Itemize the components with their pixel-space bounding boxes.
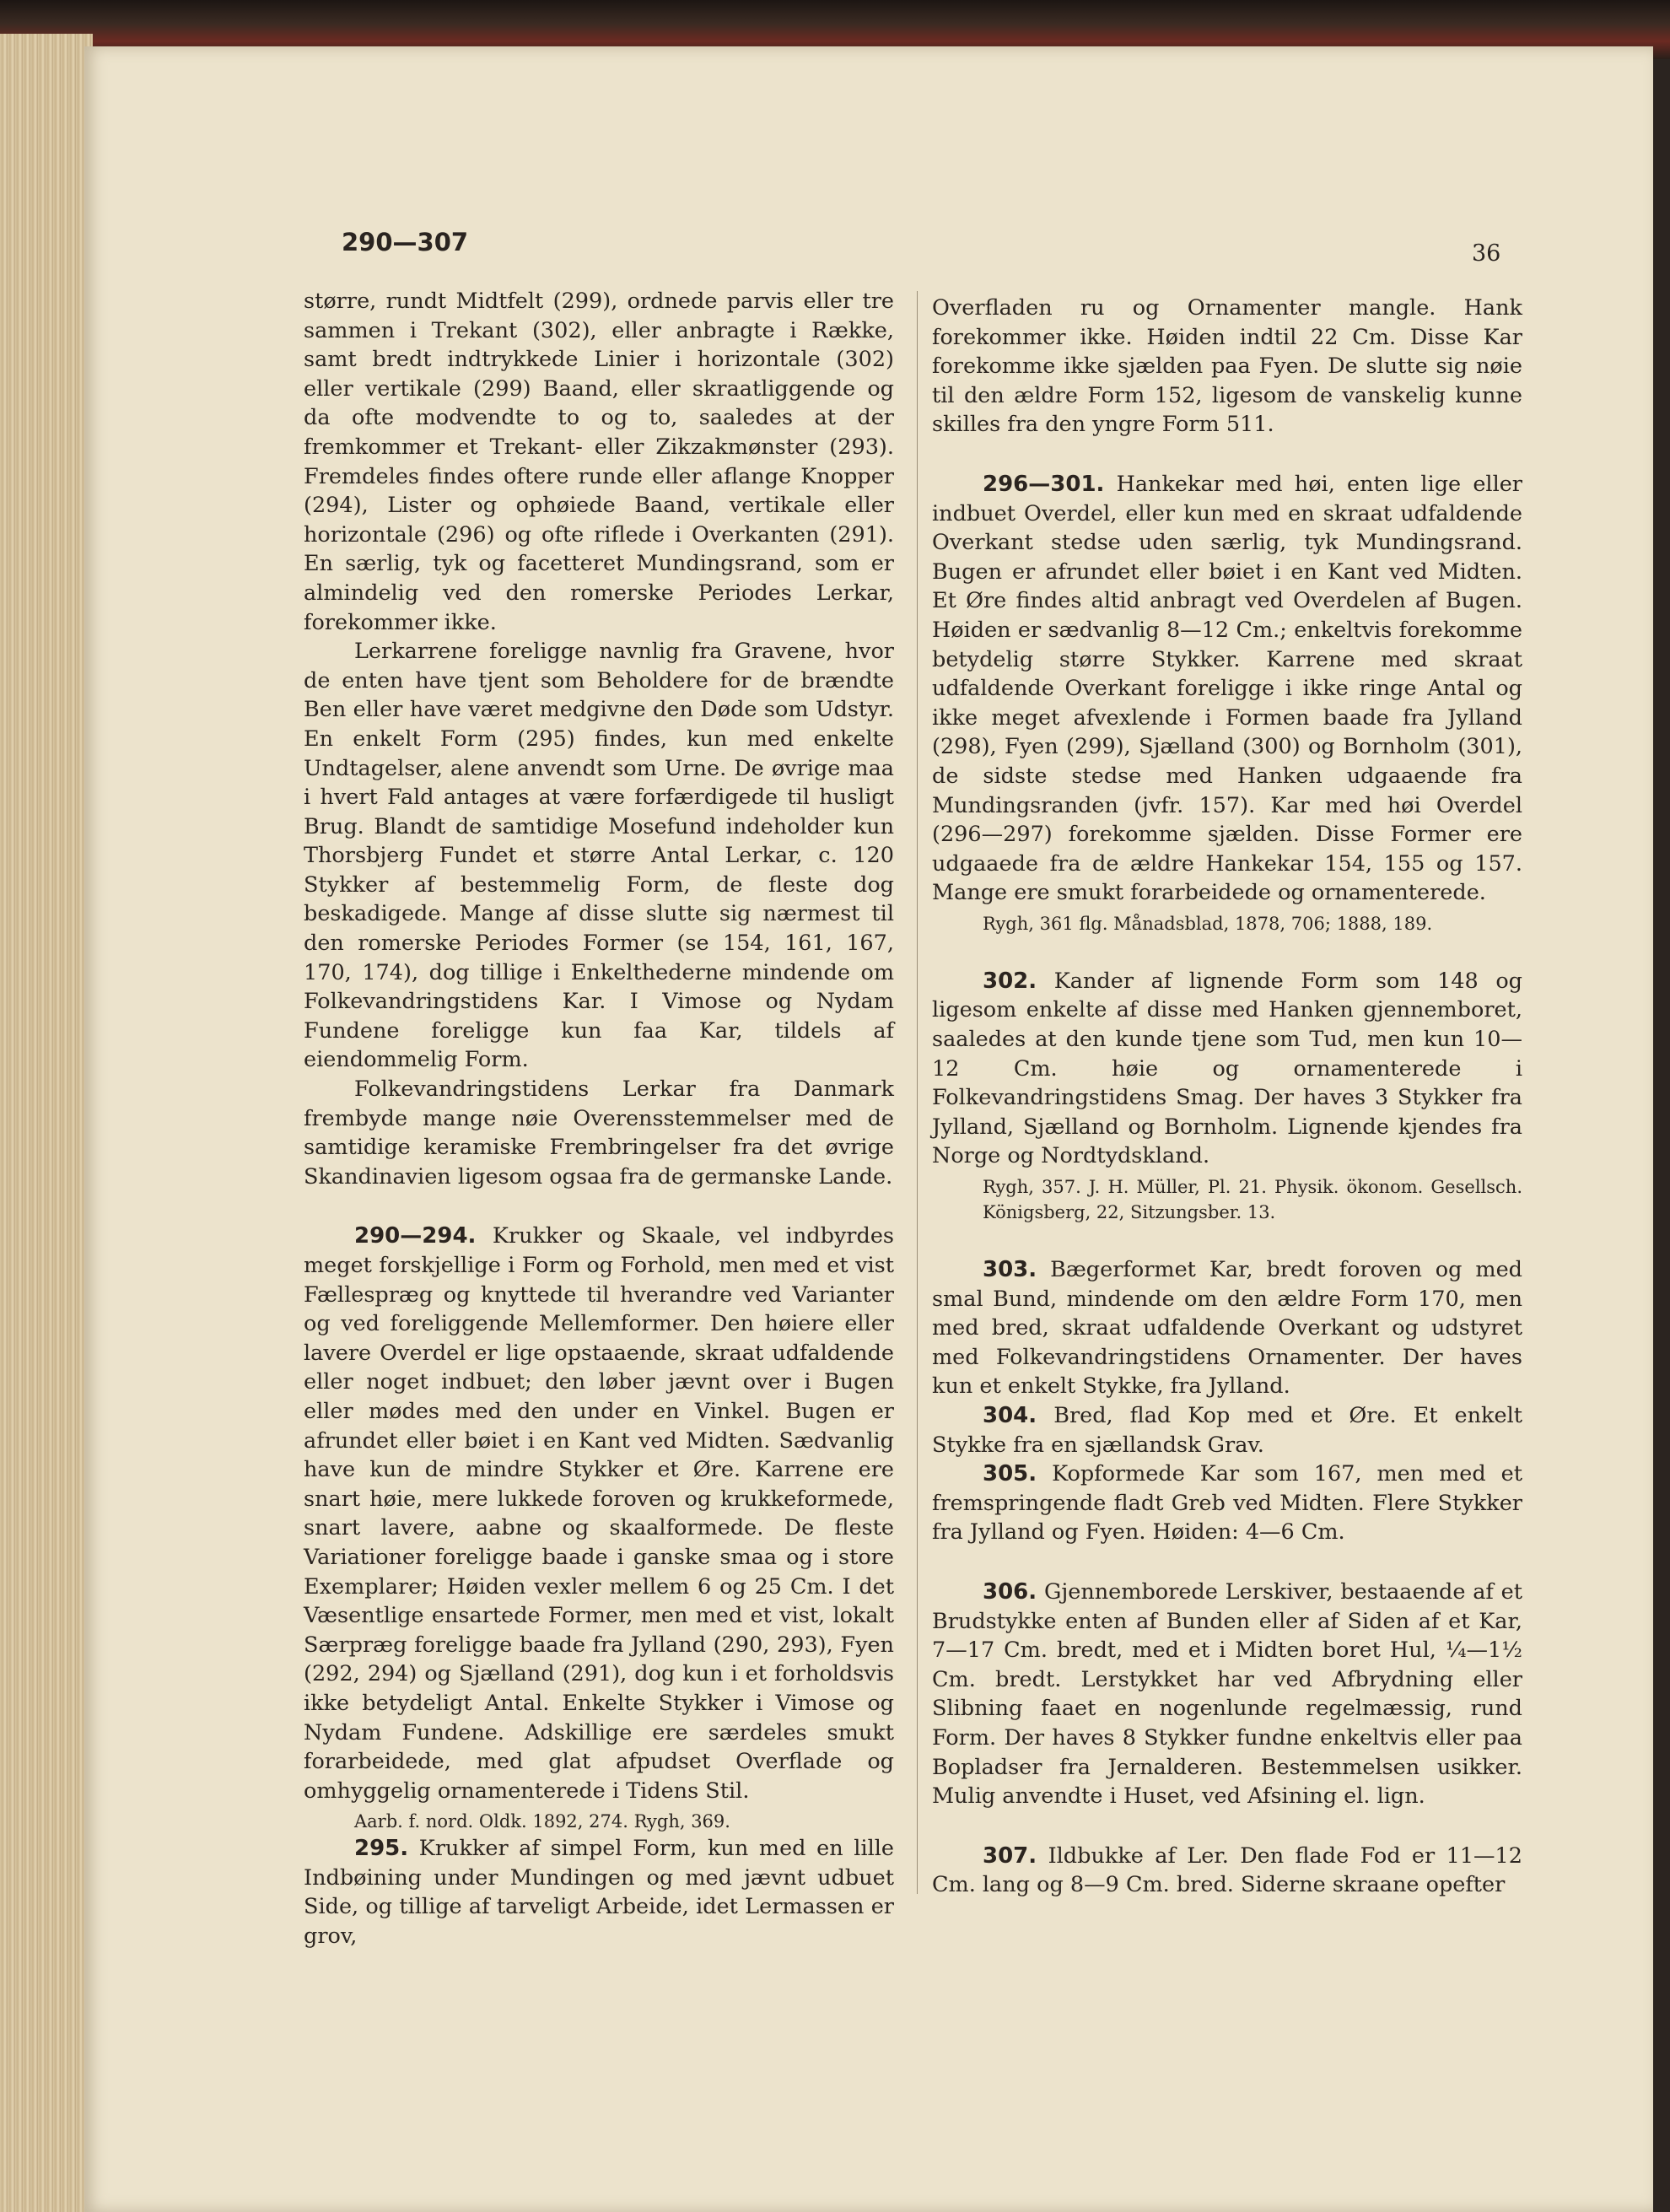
catalog-entry-296-301 bbox=[932, 470, 1522, 908]
catalog-entry-290-294 bbox=[304, 1222, 894, 1805]
entry-text: Hankekar med høi, enten lige eller indbuet Overdel, eller kun med en skraat udfaldende Overkant stedse uden særlig, tyk Mundingsrand. Bugen er afrundet eller bøiet i en Kant ved Midten. Et Øre findes altid anbragt ved Overdelen af Bugen. Høiden er sædvanlig 8—12 Cm.; enkeltvis forekomme betydelig større Stykker. Karrene med skraat udfaldende Overkant foreligge i ikke ringe Antal og ikke meget afvexlende i Formen baade fra Jylland (298), Fyen (299), Sjælland (300) og Bornholm (301), de sidste stedse med Hanken udgaaende fra Mundingsranden (jvfr. 157). Kar med høi Overdel (296—297) forekomme sjælden. Disse Former ere udgaaede fra de ældre Hankekar 154, 155 og 157. Mange ere smukt forarbeidede og ornamenterede. bbox=[932, 471, 1522, 906]
entry-number: 305. bbox=[983, 1461, 1037, 1487]
entry-number: 307. bbox=[983, 1842, 1037, 1869]
entry-text: Bred, flad Kop med et Øre. Et enkelt Stykke fra en sjællandsk Grav. bbox=[932, 1403, 1523, 1458]
catalog-entry-303 bbox=[932, 1255, 1522, 1401]
catalog-entry-307 bbox=[932, 1842, 1522, 1900]
entry-text: Ildbukke af Ler. Den flade Fod er 11—12 Cm. lang og 8—9 Cm. bred. Siderne skraane opefter bbox=[932, 1842, 1522, 1898]
entry-number: 290—294. bbox=[354, 1223, 477, 1249]
entry-number: 303. bbox=[983, 1257, 1037, 1283]
entry-text: Kopformede Kar som 167, men med et fremspringende fladt Greb ved Midten. Flere Stykker fra Jylland og Fyen. Høiden: 4—6 Cm. bbox=[932, 1461, 1522, 1546]
catalog-entry-306 bbox=[932, 1578, 1522, 1811]
paragraph: Lerkarrene foreligge navnlig fra Gravene, hvor de enten have tjent som Beholdere for de brændte Ben eller have været medgivne den Døde som Udstyr. En enkelt Form (295) findes, kun med enkelte Undtagelser, alene anvendt som Urne. De øvrige maa i hvert Fald antages at være forfærdigede til husligt Brug. Blandt de samtidige Mosefund indeholder kun Thorsbjerg Fundet et større Antal Lerkar, c. 120 Stykker af bestemmelig Form, de fleste dog beskadigede. Mange af disse slutte sig nærmest til den romerske Periodes Former (se 154, 161, 167, 170, 174), dog tillige i Enkelthederne mindende om Folkevandringstidens Kar. I Vimose og Nydam Fundene foreligge kun faa Kar, tildels af eiendommelig Form. bbox=[304, 639, 894, 1073]
page-number: 36 bbox=[1472, 240, 1501, 267]
entry-number: 306. bbox=[983, 1578, 1037, 1605]
catalog-entry-304 bbox=[932, 1401, 1522, 1459]
entry-references: Rygh, 357. J. H. Müller, Pl. 21. Physik. ökonom. Gesellsch. Königsberg, 22, Sitzungsber. 13. bbox=[983, 1177, 1522, 1223]
running-head: 290—307 bbox=[342, 228, 469, 256]
entry-number: 302. bbox=[983, 968, 1037, 994]
entry-number: 304. bbox=[983, 1403, 1037, 1428]
paragraph: Overfladen ru og Ornamenter mangle. Hank forekommer ikke. Høiden indtil 22 Cm. Disse Kar forekomme ikke sjælden paa Fyen. De slutte sig nøie til den ældre Form 152, ligesom de vanskelig kunne skilles fra den yngre Form 511. bbox=[932, 295, 1522, 438]
catalog-entry-305 bbox=[932, 1459, 1522, 1547]
entry-text: Krukker af simpel Form, kun med en lille Indbøining under Mundingen og med jævnt udbuet Side, og tillige af tarveligt Arbeide, idet Lermassen er grov, bbox=[304, 1836, 894, 1950]
entry-references: Rygh, 361 flg. Månadsblad, 1878, 706; 1888, 189. bbox=[983, 913, 1433, 934]
entry-text: Krukker og Skaale, vel indbyrdes meget forskjellige i Form og Forhold, men med et vist Fællespræg og knyttede til hverandre ved Varianter og ved foreliggende Mellemformer. Den høiere eller lavere Overdel er lige opstaaende, skraat udfaldende eller noget indbuet; den løber jævnt over i Bugen eller mødes med den under en Vinkel. Bugen er afrundet eller bøiet i en Kant ved Midten. Sædvanlig have kun de mindre Stykker et Øre. Karrene ere snart høie, mere lukkede foroven og krukkeformede, snart lavere, aabne og skaalformede. De fleste Variationer foreligge baade i ganske smaa og i store Exemplarer; Høiden vexler mellem 6 og 25 Cm. I det Væsentlige ensartede Former, men med et vist, lokalt Særpræg foreligge baade fra Jylland (290, 293), Fyen (292, 294) og Sjælland (291), dog kun i et forholdsvis ikke betydeligt Antal. Enkelte Stykker i Vimose og Nydam Fundene. Adskillige ere særdeles smukt forarbeidede, med glat afpudset Overflade og omhyggelig ornamenterede i Tidens Stil. bbox=[304, 1223, 894, 1804]
page-stack-edge bbox=[0, 34, 93, 2212]
right-column bbox=[932, 294, 1522, 1900]
entry-text: Gjennemborede Lerskiver, bestaaende af et Brudstykke enten af Bunden eller af Siden af et Kar, 7—17 Cm. bredt, med et i Midten boret Hul, ¼—1½ Cm. bredt. Lerstykket har ved Afbrydning eller Slibning faaet en nogenlunde regelmæssig, rund Form. Der haves 8 Stykker fundne enkeltvis eller paa Bopladser fra Jernalderen. Bestemmelsen usikker. Mulig anvendte i Huset, ved Afsining el. lign. bbox=[932, 1578, 1522, 1810]
entry-number: 295. bbox=[354, 1836, 409, 1862]
column-divider bbox=[917, 291, 918, 1894]
catalog-entry-302 bbox=[932, 967, 1522, 1171]
entry-text: Bægerformet Kar, bredt foroven og med smal Bund, mindende om den ældre Form 170, men med bred, skraat udfaldende Overkant og udstyret med Folkevandringstidens Ornamenter. Der haves kun et enkelt Stykke, fra Jylland. bbox=[932, 1257, 1522, 1400]
left-column bbox=[304, 287, 894, 1951]
entry-number: 296—301. bbox=[983, 471, 1105, 497]
paragraph: større, rundt Midtfelt (299), ordnede parvis eller tre sammen i Trekant (302), eller anbragte i Række, samt bredt indtrykkede Linier i horizontale (302) eller vertikale (299) Baand, eller skraatliggende og da ofte modvendte to og to, saaledes at der fremkommer et Trekant- eller Zikzakmønster (293). Fremdeles findes oftere runde eller aflange Knopper (294), Lister og ophøiede Baand, vertikale eller horizontale (296) og ofte riflede i Overkanten (291). En særlig, tyk og facetteret Mundingsrand, som er almindelig ved den romerske Periodes Lerkar, forekommer ikke. bbox=[304, 289, 894, 635]
catalog-entry-295 bbox=[304, 1834, 894, 1950]
paragraph: Folkevandringstidens Lerkar fra Danmark frembyde mange nøie Overensstemmelser med de samtidige keramiske Frembringelser fra det øvrige Skandinavien ligesom ogsaa fra de germanske Lande. bbox=[304, 1076, 894, 1190]
entry-references: Aarb. f. nord. Oldk. 1892, 274. Rygh, 369. bbox=[354, 1811, 730, 1832]
entry-text: Kander af lignende Form som 148 og ligesom enkelte af disse med Hanken gjennemboret, saaledes at den kunde tjene som Tud, men kun 10—12 Cm. høie og ornamenterede i Folkevandringstidens Smag. Der haves 3 Stykker fra Jylland, Sjælland og Bornholm. Lignende kjendes fra Norge og Nordtydskland. bbox=[932, 968, 1523, 1169]
